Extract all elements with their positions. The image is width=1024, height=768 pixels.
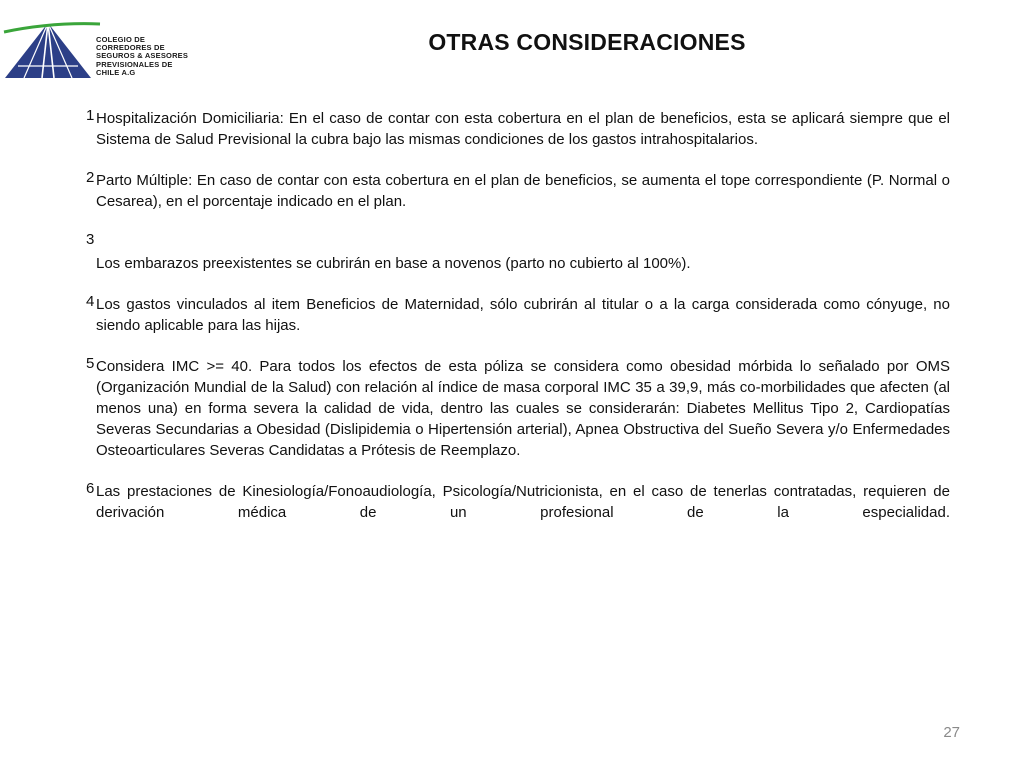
item-number: 1 <box>86 107 95 124</box>
list-item <box>86 481 950 523</box>
logo-line-2: CORREDORES DE <box>96 43 165 53</box>
logo-line-4: PREVISIONALES DE <box>96 59 173 69</box>
list-item <box>86 294 950 336</box>
logo-line-3: SEGUROS & ASESORES <box>96 51 189 61</box>
item-text: Hospitalización Domiciliaria: En el caso de contar con esta cobertura en el plan de beneficios, esta se aplicará siempre que el Sistema de Salud Previsional la cubra bajo las mismas condiciones de los gastos intrahospitalarios. <box>96 110 950 148</box>
item-number: 5 <box>86 355 95 372</box>
list-item <box>86 232 950 274</box>
item-text: Los embarazos preexistentes se cubrirán en base a novenos (parto no cubierto al 100%). <box>96 255 691 272</box>
item-text: Parto Múltiple: En caso de contar con esta cobertura en el plan de beneficios, se aumenta el tope correspondiente (P. Normal o Cesarea), en el porcentaje indicado en el plan. <box>96 172 950 210</box>
item-number: 3 <box>86 231 95 248</box>
logo-line-5: CHILE A.G <box>96 67 136 77</box>
list-item <box>86 356 950 461</box>
list-item <box>86 170 950 212</box>
item-text: Las prestaciones de Kinesiología/Fonoaudiología, Psicología/Nutricionista, en el caso de tenerlas contratadas, requieren de derivación médica de un profesional de la especialidad. <box>96 483 950 521</box>
item-number: 2 <box>86 169 95 186</box>
page-title: OTRAS CONSIDERACIONES <box>428 29 746 55</box>
item-text: Los gastos vinculados al item Beneficios de Maternidad, sólo cubrirán al titular o a la carga considerada como cónyuge, no siendo aplicable para las hijas. <box>96 296 950 334</box>
logo-line-1: COLEGIO DE <box>96 35 146 44</box>
page-number: 27 <box>943 724 960 741</box>
item-text: Considera IMC >= 40. Para todos los efectos de esta póliza se considera como obesidad mórbida lo señalado por OMS (Organización Mundial de la Salud) con relación al índice de masa corporal IMC 35 a 39,9, más co-morbilidades que afecten (al menos una) en forma severa la calidad de vida, dentro las cuales se considerarán: Diabetes Mellitus Tipo 2, Cardiopatías Severas Secundarias a Obesidad (Dislipidemia o Hipertensión arterial), Apnea Obstructiva del Sueño Severa y/o Enfermedades Osteoarticulares Severas Candidatas a Prótesis de Reemplazo. <box>96 358 950 459</box>
item-number: 4 <box>86 293 95 310</box>
list-item <box>86 108 950 150</box>
item-number: 6 <box>86 480 95 497</box>
considerations-list <box>86 108 950 543</box>
